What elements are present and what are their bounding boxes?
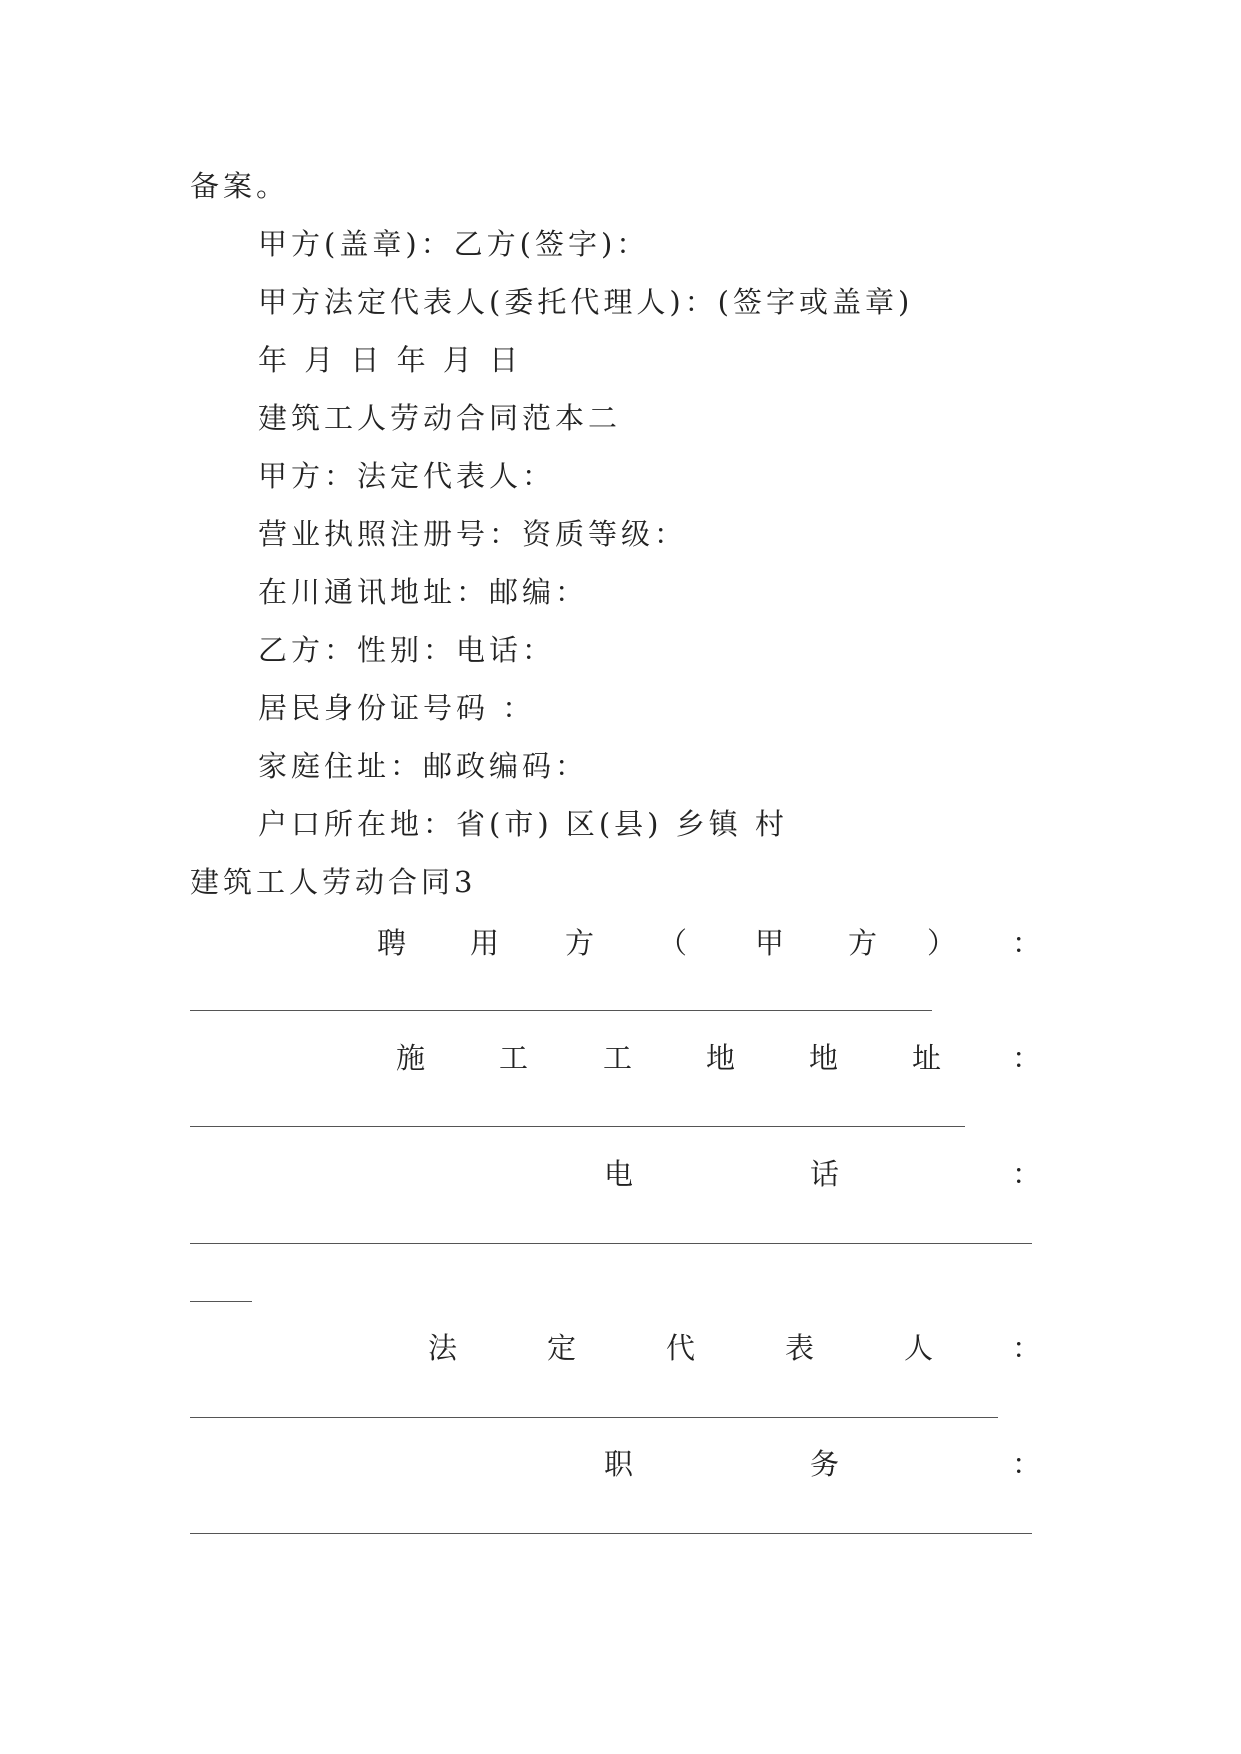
text-line: 甲方(盖章)：乙方(签字)： [258,227,650,261]
field-label-char: 工 [499,1041,529,1075]
text-line: 户口所在地：省(市) 区(县) 乡镇 村 [258,807,788,841]
text-line: 年 月 日 年 月 日 [258,343,523,377]
text-line: 居民身份证号码 ： [258,691,536,725]
field-label-char: 甲 [755,926,785,960]
field-label-char: 方 [565,926,595,960]
field-label-char: 电 [604,1157,634,1191]
text-line: 建筑工人劳动合同范本二 [258,401,622,435]
text-line: 家庭住址：邮政编码： [258,749,589,783]
field-label-char: 用 [470,926,500,960]
fill-in-line [190,1417,998,1418]
section-heading: 建筑工人劳动合同3 [190,865,477,899]
field-label-char: 话 [810,1157,840,1191]
field-label-char: 工 [603,1041,633,1075]
field-label-char: 方 [848,926,878,960]
fill-in-line [190,1533,1032,1534]
text-line: 备案。 [190,169,290,203]
text-line: 甲方法定代表人(委托代理人)：(签字或盖章) [258,285,914,319]
field-label-char: 聘 [377,926,407,960]
field-label-char: ： [1012,1447,1042,1481]
field-label-char: 施 [396,1041,426,1075]
fill-in-line [190,1126,965,1127]
field-label-char: ： [1012,1041,1042,1075]
field-label-char: 地 [809,1041,839,1075]
fill-in-line [190,1010,932,1011]
field-label-char: 址 [912,1041,942,1075]
fill-in-line [190,1301,252,1302]
field-label-char: （ [658,926,688,960]
field-label-char: 代 [666,1331,696,1365]
field-label-char: 表 [785,1331,815,1365]
field-label-char: 地 [706,1041,736,1075]
field-label-char: ） [927,926,957,960]
field-label-char: 职 [604,1447,634,1481]
text-line: 营业执照注册号：资质等级： [258,517,688,551]
field-label-char: 务 [810,1447,840,1481]
field-label-char: 定 [547,1331,577,1365]
fill-in-line [190,1243,1032,1244]
field-label-char: 法 [428,1331,458,1365]
field-label-char: ： [1012,926,1042,960]
field-label-char: ： [1012,1157,1042,1191]
text-line: 在川通讯地址：邮编： [258,575,589,609]
text-line: 甲方：法定代表人： [258,459,556,493]
text-line: 乙方：性别：电话： [258,633,556,667]
field-label-char: 人 [904,1331,934,1365]
field-label-char: ： [1012,1331,1042,1365]
